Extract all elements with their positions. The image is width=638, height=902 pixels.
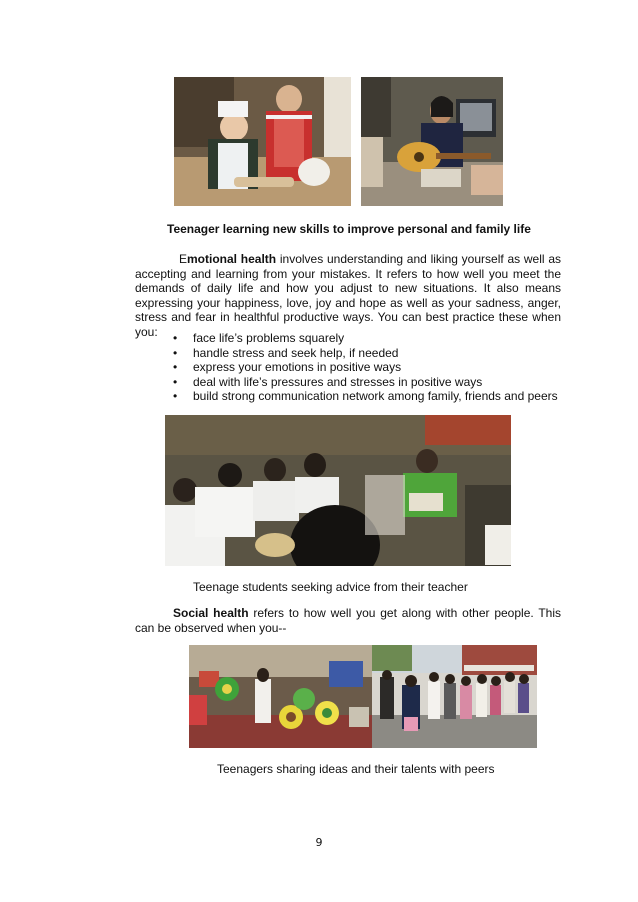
- bullet-icon: •: [173, 389, 178, 403]
- list-item-text: handle stress and seek help, if needed: [193, 345, 399, 360]
- list-item: [171, 389, 558, 404]
- bullet-icon: •: [173, 360, 178, 374]
- emotional-initial: E: [179, 252, 188, 266]
- list-item-text: build strong communication network among family, friends and peers: [193, 389, 558, 403]
- list-item-text: face life’s problems squarely: [193, 331, 345, 345]
- practice-list: [171, 331, 558, 404]
- photo-outdoor-dance: [372, 645, 537, 748]
- bullet-icon: •: [173, 374, 178, 389]
- emotional-health-term: motional health: [187, 252, 277, 266]
- caption-advice: Teenage students seeking advice from their teacher: [193, 580, 468, 594]
- list-item-text: express your emotions in positive ways: [193, 360, 402, 374]
- caption-skills: Teenager learning new skills to improve personal and family life: [167, 222, 531, 236]
- list-item: [171, 331, 558, 346]
- list-item-text: deal with life’s pressures and stresses in positive ways: [193, 374, 483, 389]
- bullet-icon: •: [173, 331, 178, 345]
- paragraph-social-health: [135, 606, 561, 635]
- caption-talents: Teenagers sharing ideas and their talents with peers: [217, 762, 495, 776]
- photo-students-teacher: [165, 415, 511, 566]
- emotional-health-body: involves understanding and liking yourself as well as accepting and learning from your mistakes. It refers to how well you meet the demands of daily life and how you adjust to new situations. It also means expressing your happiness, love, joy and hope as well as your sadness, anger, stress and fear in healthful productive ways. You can best practice these when you:: [135, 252, 561, 339]
- page-number: 9: [315, 836, 323, 849]
- photo-guitar: [361, 77, 503, 206]
- list-item: [171, 346, 558, 361]
- bullet-icon: •: [173, 345, 178, 360]
- photo-cooking: [174, 77, 351, 206]
- social-health-term: Social health: [173, 606, 249, 620]
- list-item: [171, 375, 558, 390]
- photo-stage-performance: [189, 645, 372, 748]
- list-item: [171, 360, 558, 375]
- social-health-body: refers to how well you get along with other people. This can be observed when you--: [135, 606, 561, 635]
- paragraph-emotional-health: [135, 252, 561, 340]
